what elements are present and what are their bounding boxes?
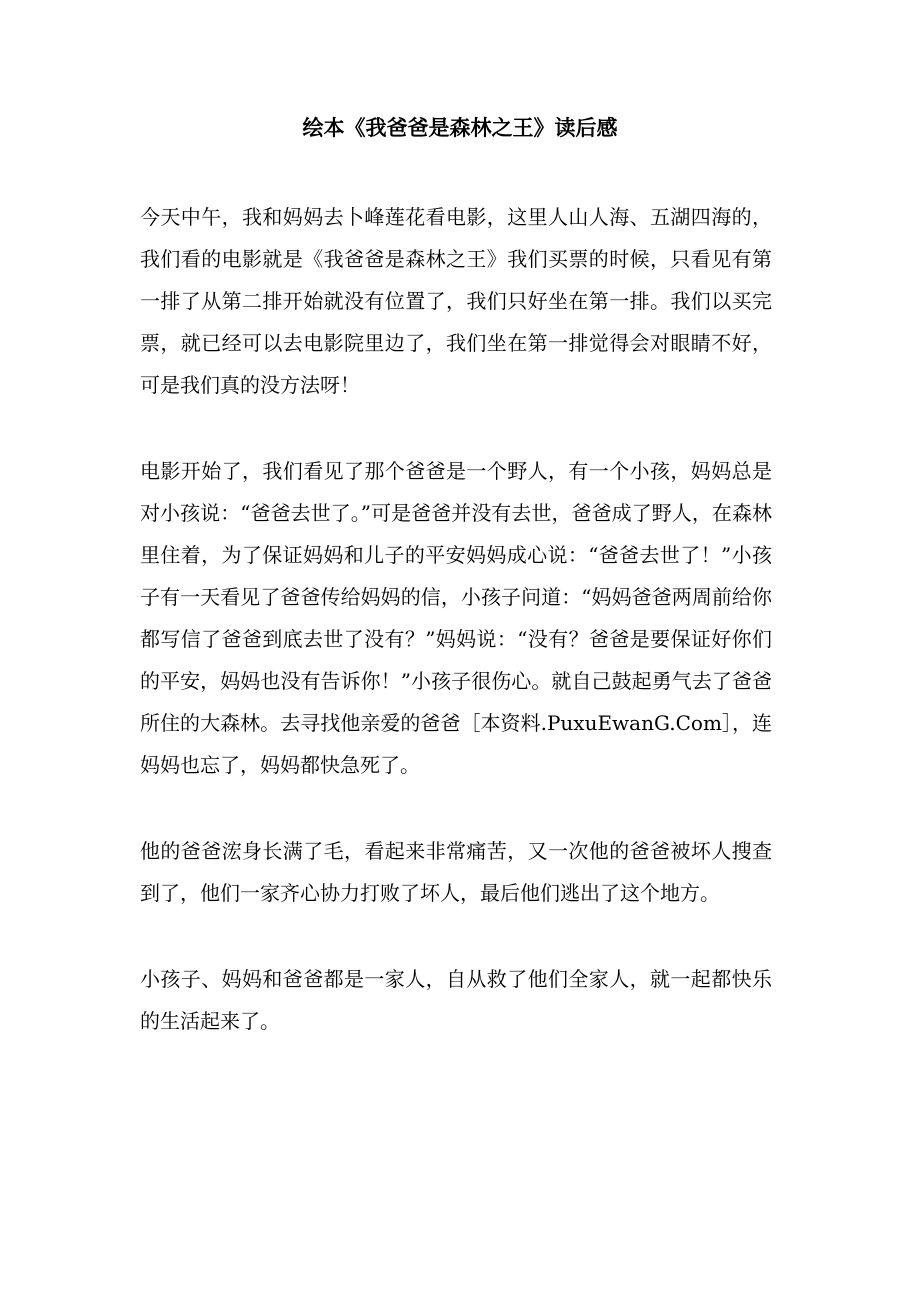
paragraph-2: 电影开始了，我们看见了那个爸爸是一个野人，有一个小孩，妈妈总是对小孩说：“爸爸去世了。”可是爸爸并没有去世，爸爸成了野人，在森林里住着，为了保证妈妈和儿子的平安妈妈成心说：“爸爸去世了！”小孩子有一天看见了爸爸传给妈妈的信，小孩子问道：“妈妈爸爸两周前给你都写信了爸爸到底去世了没有？”妈妈说：“没有？爸爸是要保证好你们的平安，妈妈也没有告诉你！”小孩子很伤心。就自己鼓起勇气去了爸爸所住的大森林。去寻找他亲爱的爸爸［本资料.PuxuEwanG.Com］，连妈妈也忘了，妈妈都快急死了。: [140, 459, 772, 777]
paragraph-4: 小孩子、妈妈和爸爸都是一家人，自从救了他们全家人，就一起都快乐的生活起来了。: [140, 967, 772, 1033]
paragraph-1: 今天中午，我和妈妈去卜峰莲花看电影，这里人山人海、五湖四海的，我们看的电影就是《我爸爸是森林之王》我们买票的时候，只看见有第一排了从第二排开始就没有位置了，我们只好坐在第一排。我们以买完票，就已经可以去电影院里边了，我们坐在第一排觉得会对眼睛不好，可是我们真的没方法呀！: [140, 205, 772, 397]
article-body: [140, 196, 772, 1086]
page-title: 绘本《我爸爸是森林之王》读后感: [302, 116, 618, 140]
paragraph-3: 他的爸爸浤身长满了毛，看起来非常痛苦，又一次他的爸爸被坏人搜查到了，他们一家齐心协力打败了坏人，最后他们逃出了这个地方。: [140, 839, 772, 905]
